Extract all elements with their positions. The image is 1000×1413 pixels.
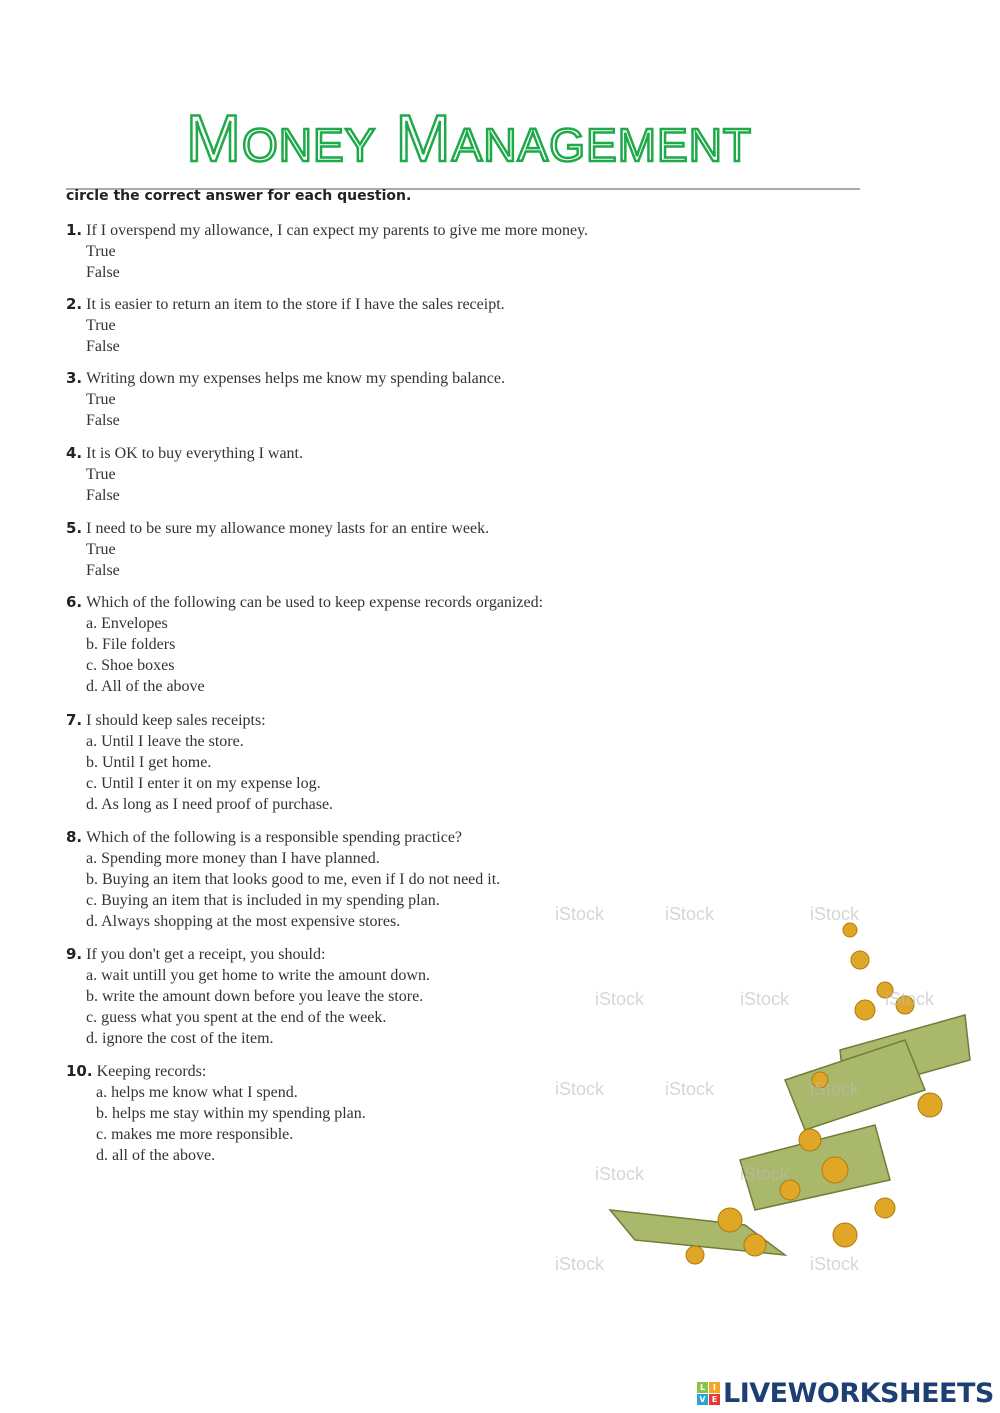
answer-option[interactable]: a. helps me know what I spend. [96, 1084, 298, 1101]
question-stem [66, 592, 543, 613]
question-8 [66, 827, 500, 932]
question-number: 2. [66, 295, 83, 313]
svg-text:iStock: iStock [595, 989, 645, 1009]
answer-option[interactable]: False [86, 264, 120, 281]
question-5 [66, 518, 489, 581]
liveworksheets-logo[interactable] [697, 1378, 994, 1409]
answer-option[interactable]: a. Envelopes [86, 615, 168, 632]
question-2 [66, 294, 505, 357]
svg-text:iStock: iStock [810, 904, 860, 924]
answer-option[interactable]: b. write the amount down before you leave the store. [86, 988, 424, 1005]
question-text: If you don't get a receipt, you should: [86, 946, 326, 963]
logo-letter: V [697, 1394, 708, 1405]
answer-option[interactable]: b. File folders [86, 636, 176, 653]
instructions: circle the correct answer for each question. [66, 188, 412, 204]
question-stem [66, 944, 430, 965]
answer-option[interactable]: True [86, 541, 116, 558]
svg-text:iStock: iStock [740, 1164, 790, 1184]
question-number: 5. [66, 519, 83, 537]
answer-option[interactable]: True [86, 243, 116, 260]
svg-text:iStock: iStock [740, 989, 790, 1009]
answer-option[interactable]: True [86, 466, 116, 483]
question-10 [66, 1061, 366, 1166]
answer-option[interactable]: False [86, 412, 120, 429]
question-7 [66, 710, 333, 815]
question-number: 3. [66, 369, 83, 387]
svg-text:iStock: iStock [885, 989, 935, 1009]
question-1 [66, 220, 588, 283]
question-number: 10. [66, 1062, 93, 1080]
svg-text:iStock: iStock [555, 1254, 605, 1274]
answer-option[interactable]: d. ignore the cost of the item. [86, 1030, 274, 1047]
answer-option[interactable]: c. Shoe boxes [86, 657, 175, 674]
question-9 [66, 944, 430, 1049]
logo-letter: E [709, 1394, 720, 1405]
money-illustration [555, 890, 1000, 1300]
question-stem [66, 443, 303, 464]
question-text: Which of the following is a responsible spending practice? [86, 829, 463, 846]
question-3 [66, 368, 505, 431]
answer-option[interactable]: c. makes me more responsible. [96, 1126, 294, 1143]
svg-text:iStock: iStock [665, 904, 715, 924]
question-text: I need to be sure my allowance money lasts for an entire week. [86, 520, 490, 537]
question-stem [66, 827, 500, 848]
question-text: It is easier to return an item to the store if I have the sales receipt. [86, 296, 505, 313]
question-stem [66, 518, 489, 539]
question-number: 8. [66, 828, 83, 846]
answer-option[interactable]: b. helps me stay within my spending plan. [96, 1105, 366, 1122]
question-stem [66, 294, 505, 315]
question-number: 1. [66, 221, 83, 239]
page-title: Money Management [186, 101, 753, 175]
answer-option[interactable]: c. Buying an item that is included in my spending plan. [86, 892, 440, 909]
banknote-icon [610, 1015, 970, 1255]
question-number: 9. [66, 945, 83, 963]
svg-text:iStock: iStock [665, 1079, 715, 1099]
question-text: Writing down my expenses helps me know my spending balance. [86, 370, 505, 387]
question-text: Keeping records: [96, 1063, 207, 1080]
answer-option[interactable]: d. all of the above. [96, 1147, 216, 1164]
answer-option[interactable]: d. All of the above [86, 678, 205, 695]
question-text: It is OK to buy everything I want. [86, 445, 303, 462]
answer-option[interactable]: b. Until I get home. [86, 754, 212, 771]
question-stem [66, 368, 505, 389]
logo-letter: I [709, 1382, 720, 1393]
answer-option[interactable]: True [86, 391, 116, 408]
answer-option[interactable]: False [86, 487, 120, 504]
answer-option[interactable]: True [86, 317, 116, 334]
question-text: If I overspend my allowance, I can expect my parents to give me more money. [86, 222, 589, 239]
svg-text:iStock: iStock [810, 1079, 860, 1099]
svg-text:iStock: iStock [555, 1079, 605, 1099]
question-stem [66, 220, 588, 241]
answer-option[interactable]: c. guess what you spent at the end of the week. [86, 1009, 387, 1026]
svg-text:iStock: iStock [555, 904, 605, 924]
question-stem [66, 1061, 366, 1082]
answer-option[interactable]: b. Buying an item that looks good to me, even if I do not need it. [86, 871, 501, 888]
answer-option[interactable]: False [86, 562, 120, 579]
question-number: 7. [66, 711, 83, 729]
question-6 [66, 592, 543, 697]
svg-text:iStock: iStock [810, 1254, 860, 1274]
question-text: Which of the following can be used to keep expense records organized: [86, 594, 544, 611]
question-number: 6. [66, 593, 83, 611]
question-text: I should keep sales receipts: [86, 712, 266, 729]
svg-text:iStock: iStock [595, 1164, 645, 1184]
answer-option[interactable]: d. As long as I need proof of purchase. [86, 796, 334, 813]
logo-letter: L [697, 1382, 708, 1393]
answer-option[interactable]: a. Spending more money than I have planned. [86, 850, 380, 867]
answer-option[interactable]: a. wait untill you get home to write the amount down. [86, 967, 430, 984]
logo-blocks [697, 1382, 720, 1405]
logo-text: LIVEWORKSHEETS [723, 1378, 994, 1409]
question-number: 4. [66, 444, 83, 462]
answer-option[interactable]: a. Until I leave the store. [86, 733, 244, 750]
question-4 [66, 443, 303, 506]
question-stem [66, 710, 333, 731]
answer-option[interactable]: c. Until I enter it on my expense log. [86, 775, 321, 792]
answer-option[interactable]: False [86, 338, 120, 355]
answer-option[interactable]: d. Always shopping at the most expensive stores. [86, 913, 401, 930]
